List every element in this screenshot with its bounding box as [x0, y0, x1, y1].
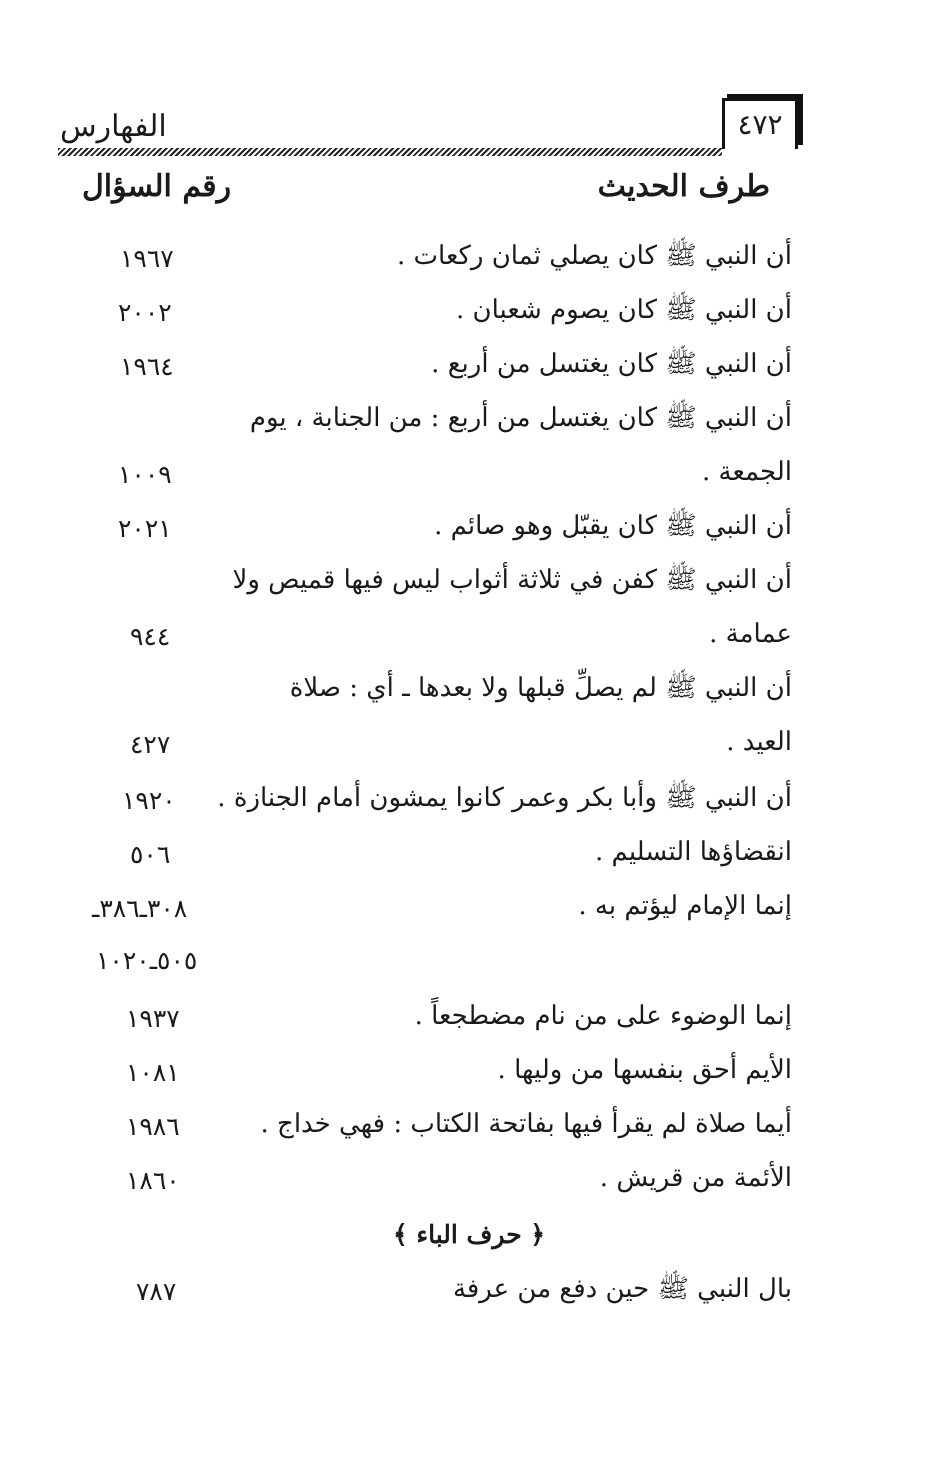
question-number: ١٩٦٧ [120, 244, 174, 273]
header-rule [58, 148, 722, 156]
hadith-text: أن النبي ﷺ لم يصلِّ قبلها ولا بعدها ـ أي : صلاة [289, 673, 792, 703]
question-number: ٣٠٨ـ٣٨٦ـ [92, 894, 188, 923]
hadith-text: أن النبي ﷺ وأبا بكر وعمر كانوا يمشون أمام الجنازة . [217, 783, 792, 813]
question-number: ٤٢٧ [130, 730, 171, 759]
question-number: ٩٤٤ [130, 622, 171, 651]
hadith-text: أن النبي ﷺ كان يصوم شعبان . [456, 295, 792, 325]
hadith-text-continued: الجمعة . [702, 457, 792, 487]
question-number: ٧٨٧ [136, 1277, 177, 1306]
question-number: ١٠٨١ [126, 1058, 180, 1087]
hadith-text-continued: عمامة . [709, 619, 792, 649]
hadith-text-continued: العيد . [726, 727, 792, 757]
running-header-title: الفهارس [60, 109, 167, 144]
question-number: ١٠٠٩ [118, 460, 172, 489]
hadith-text: انقضاؤها التسليم . [594, 837, 792, 867]
section-heading: ﴿ حرف الباء ﴾ [392, 1220, 546, 1249]
question-number: ١٩٢٠ [122, 786, 176, 815]
hadith-text: أن النبي ﷺ كفن في ثلاثة أثواب ليس فيها قميص ولا [232, 565, 792, 595]
question-number: ١٩٦٤ [120, 352, 174, 381]
question-number: ٢٠٠٢ [118, 298, 172, 327]
question-number: ١٨٦٠ [126, 1166, 180, 1195]
question-number: ١٩٨٦ [126, 1112, 180, 1141]
hadith-text: إنما الإمام ليؤتم به . [578, 891, 792, 921]
page-number-box [722, 98, 798, 149]
hadith-text: بال النبي ﷺ حين دفع من عرفة [452, 1274, 792, 1304]
hadith-text: أن النبي ﷺ كان يقبّل وهو صائم . [434, 511, 792, 541]
column-header-question-number: رقم السؤال [82, 169, 232, 204]
question-number: ٥٠٦ [130, 840, 171, 869]
hadith-text: أن النبي ﷺ كان يغتسل من أربع : من الجنابة ، يوم [249, 403, 792, 433]
hadith-text: أيما صلاة لم يقرأ فيها بفاتحة الكتاب : فهي خداج . [260, 1109, 792, 1139]
hadith-text: أن النبي ﷺ كان يصلي ثمان ركعات . [397, 241, 792, 271]
hadith-text: إنما الوضوء على من نام مضطجعاً . [414, 1001, 792, 1031]
question-number-continued: ٥٠٥ـ١٠٢٠ [96, 946, 198, 975]
column-header-hadith: طرف الحديث [597, 169, 770, 204]
question-number: ٢٠٢١ [118, 514, 172, 543]
hadith-text: أن النبي ﷺ كان يغتسل من أربع . [431, 349, 792, 379]
page-number: ٤٧٢ [737, 108, 783, 141]
question-number: ١٩٣٧ [126, 1004, 180, 1033]
hadith-text: الأئمة من قريش . [599, 1163, 792, 1193]
hadith-text: الأيم أحق بنفسها من وليها . [497, 1055, 792, 1085]
